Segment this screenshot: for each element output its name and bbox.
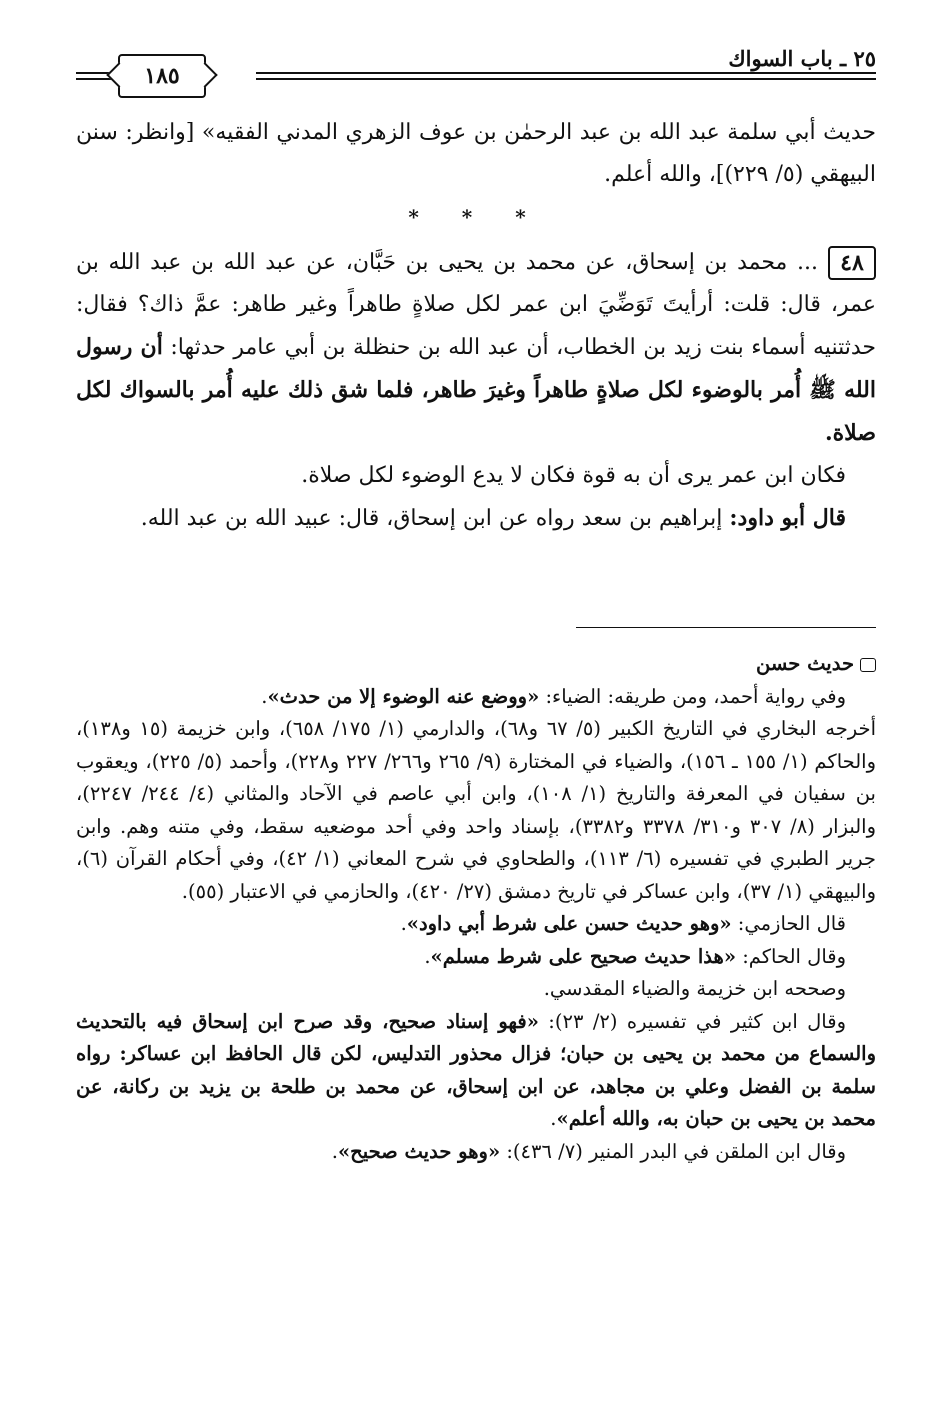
- book-icon: [860, 658, 876, 672]
- chapter-title: ٢٥ ـ باب السواك: [728, 46, 876, 71]
- footnote-punct: .: [424, 944, 431, 968]
- footnote-quote: «وهو حديث حسن على شرط أبي داود»: [406, 912, 732, 935]
- abu-dawud-label: قال أبو داود:: [729, 505, 846, 531]
- footnote-paragraph: [76, 908, 876, 941]
- header-rule: [256, 72, 876, 74]
- footnote-text: وصححه ابن خزيمة والضياء المقدسي.: [543, 977, 846, 1000]
- header-rule: [256, 78, 876, 80]
- footnote-text: قال الحازمي:: [731, 912, 846, 935]
- hadith-number-badge: [828, 246, 876, 280]
- footnote-text: أخرجه البخاري في التاريخ الكبير (٥/ ٦٧ و٦٨)، والدارمي (١/ ١٧٥/ ٦٥٨)، وابن خزيمة (١٥ و١٣٨)، والحاكم (١/ ١٥٥ ـ ١٥٦)، والضياء في المختارة (٩/ ٢٦٥ و٢٦٦/ ٢٢٧ و٢٢٨)، وأحمد (٥/ ٢٢٥)، ويعقوب بن سفيان في المعرفة والتاريخ (١/ ١٠٨)، وابن أبي عاصم في الآحاد والمثاني (٤/ ٢٤٤/ ٢٢٤٧)، والبزار (٨/ ٣٠٧ و٣١٠/ ٣٣٧٨ و٣٣٨٢)، بإسناد واحد وفي أحد موضعيه سقط، وفي متنه وهم. وابن جرير الطبري في تفسيره (٦/ ١١٣)، والطحاوي في شرح المعاني (١/ ٤٢)، وفي أحكام القرآن (٦)، والبيهقي (١/ ٣٧)، وابن عساكر في تاريخ دمشق (٢٧/ ٤٢٠)، والحازمي في الاعتبار (٥٥).: [76, 717, 876, 903]
- hadith-number: ٤٨: [840, 250, 864, 276]
- abu-dawud-paragraph: [76, 497, 876, 540]
- hadith-matn: أن رسول الله ﷺ أُمر بالوضوء لكل صلاةٍ طاهراً وغيرَ طاهر، فلما شق ذلك عليه أُمر بالسواك لكل صلاة.: [76, 334, 876, 446]
- footnote-punct: .: [400, 912, 407, 935]
- page-number-badge: [118, 54, 206, 98]
- footnote-punct: .: [261, 684, 268, 708]
- hadith-block: [76, 242, 876, 540]
- footnote-quote: «فهو إسناد صحيح، وقد صرح ابن إسحاق فيه بالتحديث والسماع من محمد بن يحيى بن حبان؛ فزال محذور التدليس، لكن قال الحافظ ابن عساكر: رواه سلمة بن الفضل وعلي بن مجاهد، عن ابن إسحاق، عن محمد بن طلحة بن يزيد بن ركانة، عن محمد بن يحيى بن حبان به، والله أعلم»: [76, 1009, 876, 1130]
- footnote-punct: .: [550, 1107, 557, 1130]
- page-number: ١٨٥: [144, 63, 180, 89]
- footnote-text: وقال ابن الملقن في البدر المنير (٧/ ٤٣٦):: [500, 1139, 846, 1163]
- grade-text: حديث حسن: [756, 652, 854, 675]
- footnote-paragraph: [76, 941, 876, 974]
- abu-dawud-text: إبراهيم بن سعد رواه عن ابن إسحاق، قال: عبيد الله بن عبد الله.: [140, 506, 723, 531]
- hadith-chain: ... محمد بن إسحاق، عن محمد بن يحيى بن حَبَّان، عن عبد الله بن عبد الله بن عمر، قال: قلت: أرأيتَ تَوَضِّيَ ابن عمر لكل صلاةٍ طاهراً وغير طاهر: عمَّ ذاك؟ فقال: حدثتنيه أسماء بنت زيد بن الخطاب، أن عبد الله بن حنظلة بن أبي عامر حدثها:: [76, 250, 876, 360]
- intro-text: حديث أبي سلمة عبد الله بن عبد الرحمٰن بن عوف الزهري المدني الفقيه» [وانظر: سنن البيهقي (٥/ ٢٢٩)]، والله أعلم.: [76, 120, 876, 187]
- footnote-paragraph: [76, 713, 876, 908]
- footnote-quote: «ووضع عنه الوضوء إلا من حدث»: [267, 684, 540, 708]
- hadith-chain-paragraph: [76, 242, 876, 455]
- footnote-lines: [76, 681, 876, 1169]
- footnote-quote: «هذا حديث صحيح على شرط مسلم»: [430, 944, 737, 968]
- page-header: [76, 44, 876, 94]
- header-rule: [76, 78, 114, 80]
- footnote-quote: «وهو حديث صحيح»: [337, 1139, 501, 1163]
- grade-heading: [76, 648, 876, 681]
- footnote-paragraph: [76, 973, 876, 1006]
- section-separator: * * *: [408, 205, 544, 229]
- intro-paragraph: [76, 112, 876, 196]
- footnote-paragraph: [76, 1006, 876, 1136]
- hadith-para2: فكان ابن عمر يرى أن به قوة فكان لا يدع الوضوء لكل صلاة.: [301, 463, 846, 488]
- footnote-paragraph: [76, 681, 876, 714]
- footnote-text: وفي رواية أحمد، ومن طريقه: الضياء:: [539, 684, 846, 708]
- footnote-punct: .: [331, 1139, 338, 1163]
- footnote-text: وقال الحاكم:: [736, 944, 846, 968]
- footnote-divider: [576, 627, 876, 628]
- footnote-block: [76, 648, 876, 1168]
- footnote-text: وقال ابن كثير في تفسيره (٢/ ٢٣):: [538, 1009, 846, 1033]
- footnote-paragraph: [76, 1136, 876, 1169]
